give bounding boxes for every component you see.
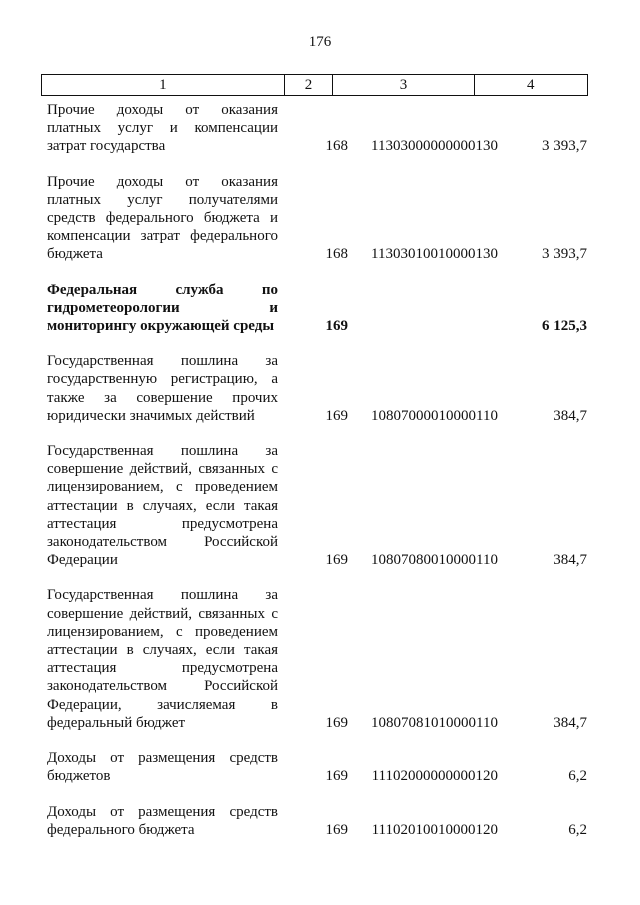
row-amount: 384,7 <box>553 407 587 424</box>
column-header-2: 2 <box>284 75 333 96</box>
table-row <box>47 749 587 785</box>
row-name: Федеральная служба по гидрометеорологии и мониторингу окружающей среды <box>47 281 278 335</box>
table-row <box>47 173 587 264</box>
row-amount: 6,2 <box>568 821 587 838</box>
row-admin-code: 169 <box>325 821 348 838</box>
table-row <box>47 442 587 569</box>
row-classification-code: 10807000010000110 <box>371 407 498 424</box>
row-classification-code: 11303010010000130 <box>371 246 498 263</box>
row-amount: 6 125,3 <box>542 318 587 335</box>
column-header-1: 1 <box>42 75 285 96</box>
row-name: Доходы от размещения средств федерального бюджета <box>47 803 278 838</box>
table-body <box>47 101 587 856</box>
row-amount: 3 393,7 <box>542 246 587 263</box>
row-classification-code: 11303000000000130 <box>371 138 498 155</box>
table-row <box>47 352 587 425</box>
row-name: Государственная пошлина за государственную регистрацию, а также за совершение прочих юридически значимых действий <box>47 353 278 424</box>
column-header-4: 4 <box>474 75 587 96</box>
table-row <box>47 803 587 839</box>
row-name: Государственная пошлина за совершение действий, связанных с лицензированием, с проведением аттестации в случаях, если такая аттестация предусмотрена законодательством Российской Федерации, зачисляемая в федеральный бюджет <box>47 587 278 731</box>
row-admin-code: 169 <box>325 318 348 335</box>
row-admin-code: 169 <box>325 407 348 424</box>
table-row-section-heading <box>47 281 587 336</box>
row-classification-code: 10807080010000110 <box>371 552 498 569</box>
column-header-3: 3 <box>333 75 474 96</box>
column-header-row <box>42 75 588 96</box>
table-row <box>47 586 587 732</box>
row-amount: 6,2 <box>568 768 587 785</box>
row-classification-code: 11102010010000120 <box>371 821 498 838</box>
row-admin-code: 169 <box>325 714 348 731</box>
row-classification-code: 11102000000000120 <box>371 768 498 785</box>
row-amount: 384,7 <box>553 552 587 569</box>
row-admin-code: 169 <box>325 768 348 785</box>
row-name: Доходы от размещения средств бюджетов <box>47 750 278 785</box>
row-classification-code: 10807081010000110 <box>371 714 498 731</box>
row-amount: 384,7 <box>553 714 587 731</box>
row-amount: 3 393,7 <box>542 138 587 155</box>
page-number: 176 <box>308 34 332 50</box>
row-name: Прочие доходы от оказания платных услуг получателями средств федерального бюджета и компенсации затрат федерального бюджета <box>47 173 278 263</box>
row-admin-code: 168 <box>325 138 348 155</box>
row-name: Государственная пошлина за совершение действий, связанных с лицензированием, с проведением аттестации в случаях, если такая аттестация предусмотрена законодательством Российской Федерации <box>47 443 278 569</box>
row-admin-code: 169 <box>325 552 348 569</box>
column-header-table <box>41 74 588 96</box>
table-row <box>47 101 587 156</box>
row-name: Прочие доходы от оказания платных услуг и компенсации затрат государства <box>47 102 278 155</box>
row-admin-code: 168 <box>325 246 348 263</box>
